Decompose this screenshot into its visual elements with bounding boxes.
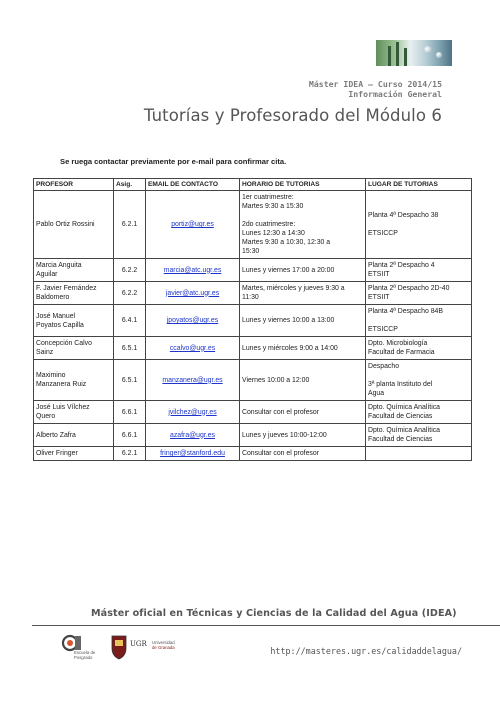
profesor-line: Poyatos Capilla (36, 321, 84, 329)
profesor-line: Pablo Ortiz Rossini (36, 221, 95, 228)
contact-notice: Se ruega contactar previamente por e-mail para confirmar cita. (60, 157, 287, 166)
footer-title: Máster oficial en Técnicas y Ciencias de la Calidad del Agua (IDEA) (91, 608, 457, 619)
cell-lugar (366, 447, 472, 461)
email-link[interactable]: marcia@atc.ugr.es (163, 266, 222, 274)
horario-line: Viernes 10:00 a 12:00 (242, 376, 310, 384)
cell-email (146, 282, 240, 305)
profesor-line: Concepción Calvo (36, 340, 92, 347)
horario-line: Lunes y miércoles 9:00 a 14:00 (242, 344, 338, 352)
cell-asig: 6.4.1 (114, 305, 146, 337)
table-header-row (34, 179, 472, 191)
table-row (34, 360, 472, 401)
profesor-line: Quero (36, 413, 56, 420)
lugar-line: Facultad de Ciencias (368, 436, 433, 443)
cell-asig: 6.2.1 (114, 191, 146, 259)
cell-asig: 6.6.1 (114, 424, 146, 447)
cell-asig: 6.2.1 (114, 447, 146, 461)
table-row (34, 191, 472, 259)
header-logo-image (376, 40, 452, 66)
lugar-line: Planta 2ª Despacho 4 (368, 262, 435, 269)
posgrado-logo-text-2: Posgrado (74, 655, 93, 660)
profesor-line: Marcia Anguita (36, 262, 82, 269)
cell-lugar (366, 337, 472, 360)
cell-profesor (34, 305, 114, 337)
horario-line: Lunes y jueves 10:00-12:00 (242, 431, 327, 439)
cell-profesor (34, 360, 114, 401)
cell-email (146, 360, 240, 401)
profesor-line: Alberto Zafra (36, 431, 76, 439)
header-horario: HORARIO DE TUTORIAS (240, 179, 366, 191)
ugr-crest-icon (108, 632, 148, 662)
program-name: Máster IDEA – Curso 2014/15 (308, 79, 442, 89)
cell-email (146, 424, 240, 447)
lugar-line (368, 220, 469, 229)
svg-text:UGR: UGR (130, 640, 147, 648)
cell-lugar (366, 401, 472, 424)
email-link[interactable]: manzanera@ugr.es (162, 376, 223, 384)
table-row (34, 337, 472, 360)
footer-url[interactable]: http://masteres.ugr.es/calidaddelagua/ (270, 646, 462, 656)
lugar-line: Planta 4ª Despacho 38 (368, 212, 439, 219)
cell-asig: 6.6.1 (114, 401, 146, 424)
cell-horario (240, 282, 366, 305)
header-profesor: PROFESOR (34, 179, 114, 191)
lugar-line: Despacho (368, 363, 400, 370)
lugar-line: ETSIIT (368, 294, 390, 301)
profesor-line: Oliver Fringer (36, 450, 78, 457)
table-row (34, 401, 472, 424)
email-link[interactable]: jpoyatos@ugr.es (166, 317, 219, 324)
lugar-line: ETSICCP (368, 326, 398, 333)
profesor-line: Aguilar (36, 271, 58, 278)
cell-asig: 6.5.1 (114, 360, 146, 401)
profesor-line: Manzanera Ruiz (36, 381, 87, 388)
lugar-line: 3ª planta Instituto del (368, 381, 433, 388)
cell-lugar (366, 424, 472, 447)
cell-email (146, 447, 240, 461)
cell-lugar (366, 282, 472, 305)
profesor-line: José Manuel (36, 312, 76, 320)
horario-line: Martes 9:30 a 15:30 (242, 203, 304, 210)
ugr-logo (108, 632, 186, 662)
table-row (34, 305, 472, 337)
footer-divider (32, 625, 500, 626)
cell-asig: 6.2.2 (114, 259, 146, 282)
horario-line: Lunes y viernes 17:00 a 20:00 (242, 266, 335, 274)
cell-horario (240, 447, 366, 461)
cell-horario (240, 401, 366, 424)
horario-line: Consultar con el profesor (242, 450, 319, 457)
lugar-line: Planta 4ª Despacho 84B (368, 308, 443, 315)
table-row (34, 447, 472, 461)
cell-profesor (34, 447, 114, 461)
cell-profesor (34, 424, 114, 447)
cell-profesor (34, 401, 114, 424)
program-subtitle: Información General (348, 89, 442, 99)
horario-line: Martes 9:30 a 10:30, 12:30 a (242, 239, 331, 246)
cell-email (146, 259, 240, 282)
cell-asig: 6.5.1 (114, 337, 146, 360)
header-asig: Asig. (114, 179, 146, 191)
lugar-line: Dpto. Química Analítica (368, 427, 441, 434)
horario-line: 2do cuatrimestre: (242, 221, 296, 228)
cell-horario (240, 191, 366, 259)
lugar-line (368, 316, 469, 325)
program-header (309, 79, 442, 99)
cell-profesor (34, 337, 114, 360)
header-email: EMAIL DE CONTACTO (146, 179, 240, 191)
posgrado-logo-text-1: Escuela de (74, 650, 96, 655)
email-link[interactable]: portiz@ugr.es (171, 221, 214, 228)
lugar-line: Planta 2ª Despacho 2D-40 (368, 285, 450, 292)
lugar-line: Dpto. Microbiología (368, 340, 428, 347)
table-body (34, 191, 472, 461)
cell-profesor (34, 191, 114, 259)
header-lugar: LUGAR DE TUTORIAS (366, 179, 472, 191)
email-link[interactable]: jvilchez@ugr.es (168, 408, 217, 416)
ugr-logo-text-1: Universidad (152, 640, 175, 645)
email-link[interactable]: javier@atc.ugr.es (165, 289, 220, 297)
cell-email (146, 337, 240, 360)
cell-profesor (34, 282, 114, 305)
lugar-line (368, 371, 469, 380)
cell-horario (240, 259, 366, 282)
horario-line: 1er cuatrimestre: (242, 194, 294, 201)
horario-line: Martes, miércoles y jueves 9:30 a (242, 285, 345, 292)
cell-lugar (366, 191, 472, 259)
email-link[interactable]: ccalvo@ugr.es (169, 344, 216, 352)
cell-email (146, 191, 240, 259)
cell-profesor (34, 259, 114, 282)
table-row (34, 424, 472, 447)
profesor-line: Maximino (36, 372, 66, 379)
posgrado-logo (60, 632, 104, 662)
email-link[interactable]: fringer@stanford.edu (160, 450, 225, 457)
horario-line: Lunes y viernes 10:00 a 13:00 (242, 317, 335, 324)
cell-lugar (366, 360, 472, 401)
tutors-table (33, 178, 472, 461)
page-title: Tutorías y Profesorado del Módulo 6 (143, 106, 442, 125)
profesor-line: Baldomero (36, 294, 70, 301)
horario-line: Consultar con el profesor (242, 408, 319, 416)
cell-horario (240, 305, 366, 337)
cell-horario (240, 424, 366, 447)
cell-lugar (366, 305, 472, 337)
table-row (34, 259, 472, 282)
cell-email (146, 401, 240, 424)
profesor-line: José Luis Vílchez (36, 404, 90, 411)
profesor-line: F. Javier Fernández (36, 285, 97, 292)
lugar-line: ETSICCP (368, 230, 398, 237)
email-link[interactable]: azafra@ugr.es (170, 431, 215, 439)
cell-horario (240, 337, 366, 360)
lugar-line (368, 449, 469, 458)
lugar-line: Dpto. Química Analítica (368, 404, 441, 411)
horario-line: Lunes 12:30 a 14:30 (242, 230, 305, 237)
cell-asig: 6.2.2 (114, 282, 146, 305)
horario-line (242, 211, 363, 220)
profesor-line: Sainz (36, 349, 54, 356)
lugar-line: Facultad de Farmacia (368, 349, 435, 356)
lugar-line: ETSIIT (368, 271, 390, 278)
cell-email (146, 305, 240, 337)
horario-line: 11:30 (242, 294, 259, 301)
horario-line: 15:30 (242, 248, 260, 255)
lugar-line: Agua (368, 390, 385, 397)
cell-horario (240, 360, 366, 401)
cell-lugar (366, 259, 472, 282)
ugr-logo-text-2: de Granada (152, 645, 175, 650)
lugar-line: Facultad de Ciencias (368, 413, 433, 420)
table-row (34, 282, 472, 305)
